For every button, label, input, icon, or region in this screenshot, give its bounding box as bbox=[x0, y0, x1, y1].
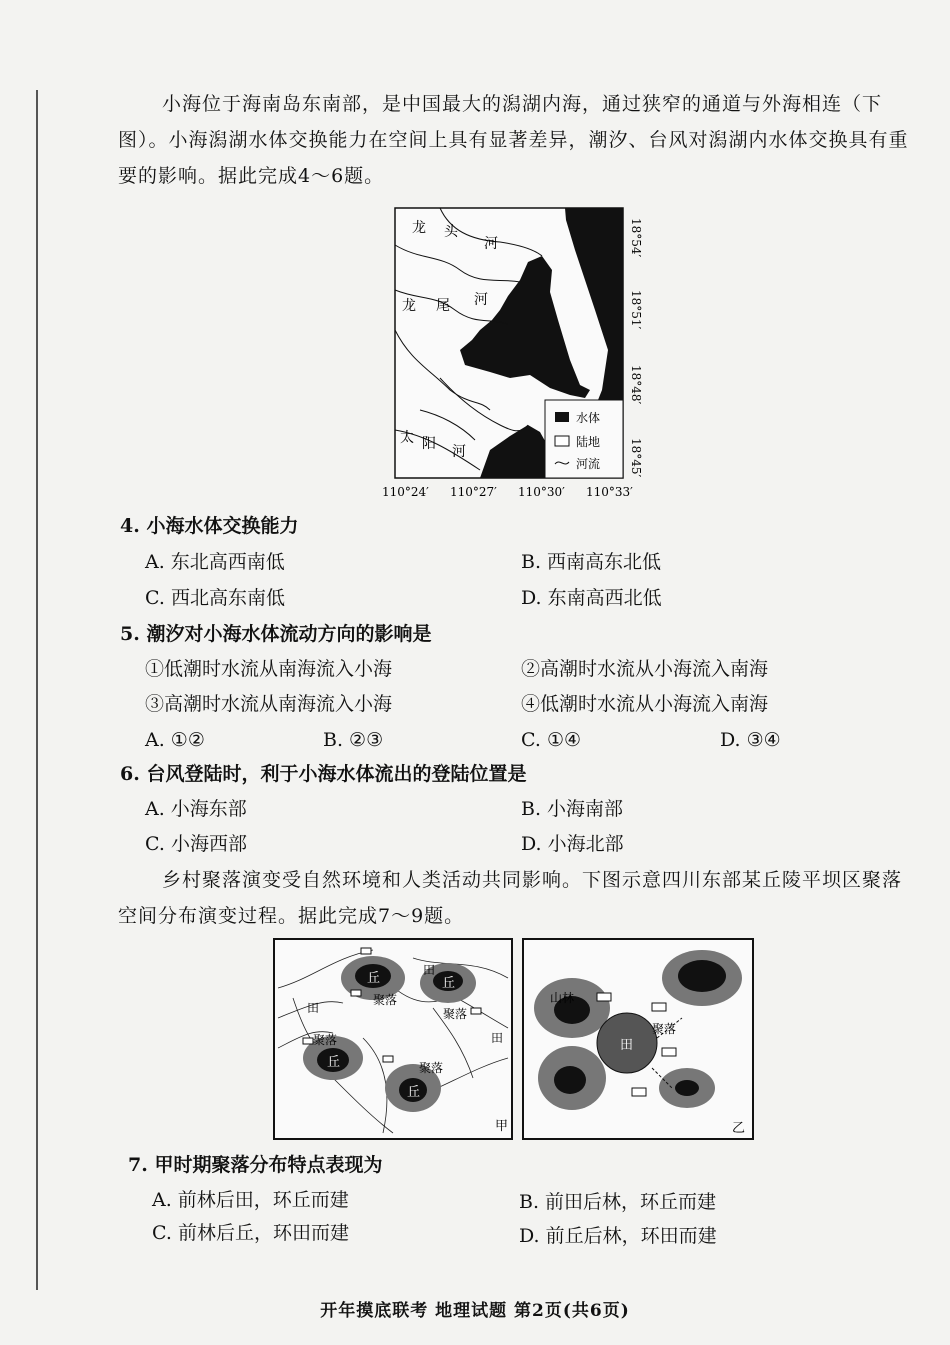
q5-option-b[interactable]: B. ②③ bbox=[323, 729, 384, 751]
lat-tick-2: 18°51′ bbox=[629, 290, 643, 330]
longwei-char-1: 龙 bbox=[402, 298, 416, 314]
q5-title: 5. 潮汐对小海水体流动方向的影响是 bbox=[120, 623, 432, 645]
q6-option-b[interactable]: B. 小海南部 bbox=[521, 798, 624, 820]
jia-settlement-4: 聚落 bbox=[419, 1061, 444, 1075]
longtou-char-3: 河 bbox=[484, 236, 498, 252]
lon-tick-3: 110°30′ bbox=[518, 485, 565, 499]
jia-hill-2-qiu: 丘 bbox=[442, 976, 456, 991]
lon-tick-1: 110°24′ bbox=[382, 485, 429, 499]
jia-hill-1-qiu: 丘 bbox=[367, 971, 381, 986]
lat-tick-3: 18°48′ bbox=[629, 365, 643, 405]
q5-statement-2: ②高潮时水流从小海流入南海 bbox=[521, 658, 769, 680]
q4-option-c[interactable]: C. 西北高东南低 bbox=[145, 587, 285, 609]
passage-2: 乡村聚落演变受自然环境和人类活动共同影响。下图示意四川东部某丘陵平坝区聚落空间分布演变过程。据此完成7～9题。 bbox=[118, 869, 903, 927]
jia-label: 甲 bbox=[495, 1119, 509, 1134]
q6-option-d[interactable]: D. 小海北部 bbox=[521, 833, 624, 855]
taiyang-char-2: 阳 bbox=[422, 436, 436, 452]
jia-hill-3-qiu: 丘 bbox=[327, 1055, 341, 1070]
page-margin-line bbox=[36, 90, 38, 1290]
lon-tick-2: 110°27′ bbox=[450, 485, 497, 499]
lat-tick-4: 18°45′ bbox=[629, 438, 643, 478]
legend-land: 陆地 bbox=[576, 435, 601, 449]
lat-tick-1: 18°54′ bbox=[629, 218, 643, 258]
jia-settlement-1: 聚落 bbox=[373, 993, 398, 1007]
q5-statement-4: ④低潮时水流从小海流入南海 bbox=[521, 693, 769, 715]
longtou-char-1: 龙 bbox=[412, 220, 426, 236]
lon-tick-4: 110°33′ bbox=[586, 485, 633, 499]
q5-option-c[interactable]: C. ①④ bbox=[521, 729, 582, 751]
q7-option-b[interactable]: B. 前田后林，环丘而建 bbox=[519, 1191, 717, 1213]
yi-forest-label: 山林 bbox=[550, 991, 575, 1005]
q5-option-d[interactable]: D. ③④ bbox=[720, 729, 781, 751]
settlement-map-yi bbox=[522, 938, 754, 1140]
longwei-char-2: 尾 bbox=[436, 298, 450, 314]
jia-settlement-2: 聚落 bbox=[443, 1007, 468, 1021]
q6-title: 6. 台风登陆时，利于小海水体流出的登陆位置是 bbox=[120, 763, 527, 785]
legend-river: 河流 bbox=[576, 457, 601, 471]
q6-option-c[interactable]: C. 小海西部 bbox=[145, 833, 247, 855]
q4-option-d[interactable]: D. 东南高西北低 bbox=[521, 587, 662, 609]
q4-option-b[interactable]: B. 西南高东北低 bbox=[521, 551, 662, 573]
q7-option-a[interactable]: A. 前林后田，环丘而建 bbox=[152, 1189, 349, 1211]
q6-option-a[interactable]: A. 小海东部 bbox=[145, 798, 247, 820]
jia-field-3: 田 bbox=[491, 1031, 504, 1045]
page-footer: 开年摸底联考 地理试题 第2页(共6页) bbox=[320, 1301, 630, 1321]
settlement-map-jia bbox=[273, 938, 513, 1140]
jia-field-1: 田 bbox=[307, 1001, 320, 1015]
q5-option-a[interactable]: A. ①② bbox=[145, 729, 205, 751]
taiyang-char-3: 河 bbox=[452, 444, 466, 460]
yi-label: 乙 bbox=[732, 1121, 746, 1136]
yi-field: 田 bbox=[620, 1038, 634, 1053]
jia-hill-4-qiu: 丘 bbox=[407, 1085, 421, 1100]
q7-option-c[interactable]: C. 前林后丘，环田而建 bbox=[152, 1222, 349, 1244]
q7-option-d[interactable]: D. 前丘后林，环田而建 bbox=[519, 1225, 717, 1247]
jia-field-2: 田 bbox=[423, 963, 436, 977]
longwei-char-3: 河 bbox=[474, 292, 488, 308]
q7-title: 7. 甲时期聚落分布特点表现为 bbox=[128, 1154, 383, 1176]
q4-option-a[interactable]: A. 东北高西南低 bbox=[145, 551, 285, 573]
jia-settlement-3: 聚落 bbox=[313, 1033, 338, 1047]
yi-settlement: 聚落 bbox=[652, 1022, 677, 1036]
lagoon-map bbox=[380, 200, 650, 500]
taiyang-char-1: 太 bbox=[400, 430, 414, 446]
legend-water: 水体 bbox=[576, 411, 601, 425]
q5-statement-3: ③高潮时水流从南海流入小海 bbox=[145, 693, 393, 715]
q4-title: 4. 小海水体交换能力 bbox=[120, 515, 299, 537]
passage-1: 小海位于海南岛东南部，是中国最大的潟湖内海，通过狭窄的通道与外海相连（下图）。小海潟湖水体交换能力在空间上具有显著差异，潮汐、台风对潟湖内水体交换具有重要的影响。据此完成4～6题。 bbox=[118, 93, 909, 187]
longtou-char-2: 头 bbox=[444, 224, 458, 240]
q5-statement-1: ①低潮时水流从南海流入小海 bbox=[145, 658, 393, 680]
